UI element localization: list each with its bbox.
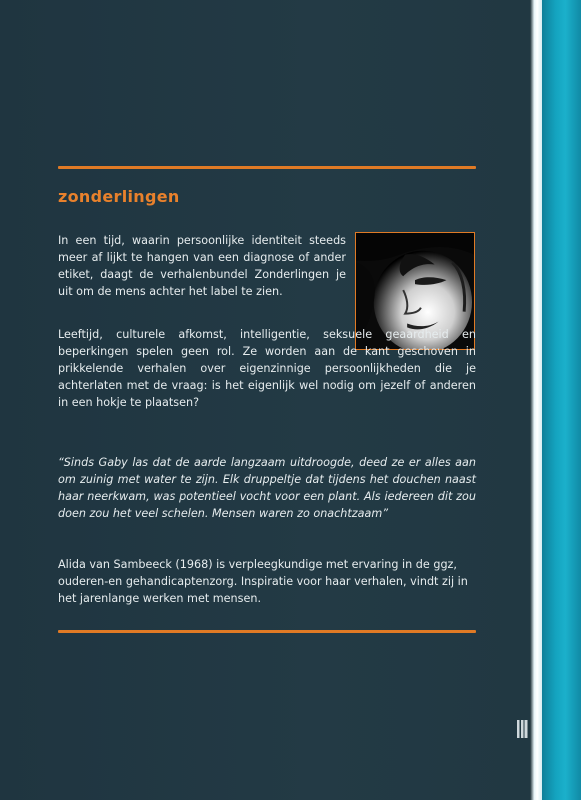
- description-paragraph: Leeftijd, culturele afkomst, intelligentie, seksuele geaardheid en beperkingen spelen geen rol. Ze worden aan de kant geschoven in prikkelende verhalen over eigenzinnige persoonlijkheden die je achterlaten met de vraag: is het eigenlijk wel nodig om jezelf of anderen in een hokje te plaatsen?: [58, 328, 476, 409]
- author-bio: Alida van Sambeeck (1968) is verpleegkundige met ervaring in de ggz, ouderen-en gehandicaptenzorg. Inspiratie voor haar verhalen, vindt zij in het jarenlange werken met mensen.: [58, 558, 468, 605]
- top-divider: [58, 166, 476, 169]
- bottom-divider: [58, 630, 476, 633]
- intro-paragraph: In een tijd, waarin persoonlijke identiteit steeds meer af lijkt te hangen van een diagnose of ander etiket, daagt de verhalenbundel Zonderlingen je uit om de mens achter het label te zien.: [58, 234, 346, 298]
- publisher-logo-icon: [516, 718, 528, 740]
- spine-highlight: [530, 0, 542, 800]
- book-spine: [542, 0, 581, 800]
- book-title-heading: zonderlingen: [58, 187, 180, 206]
- excerpt-quote: “Sinds Gaby las dat de aarde langzaam uitdroogde, deed ze er alles aan om zuinig met water te zijn. Elk druppeltje dat tijdens het douchen naast haar neerkwam, was potentieel vocht voor een plant. Als iedereen dit zou doen zou het veel schelen. Mensen waren zo onachtzaam”: [58, 456, 476, 520]
